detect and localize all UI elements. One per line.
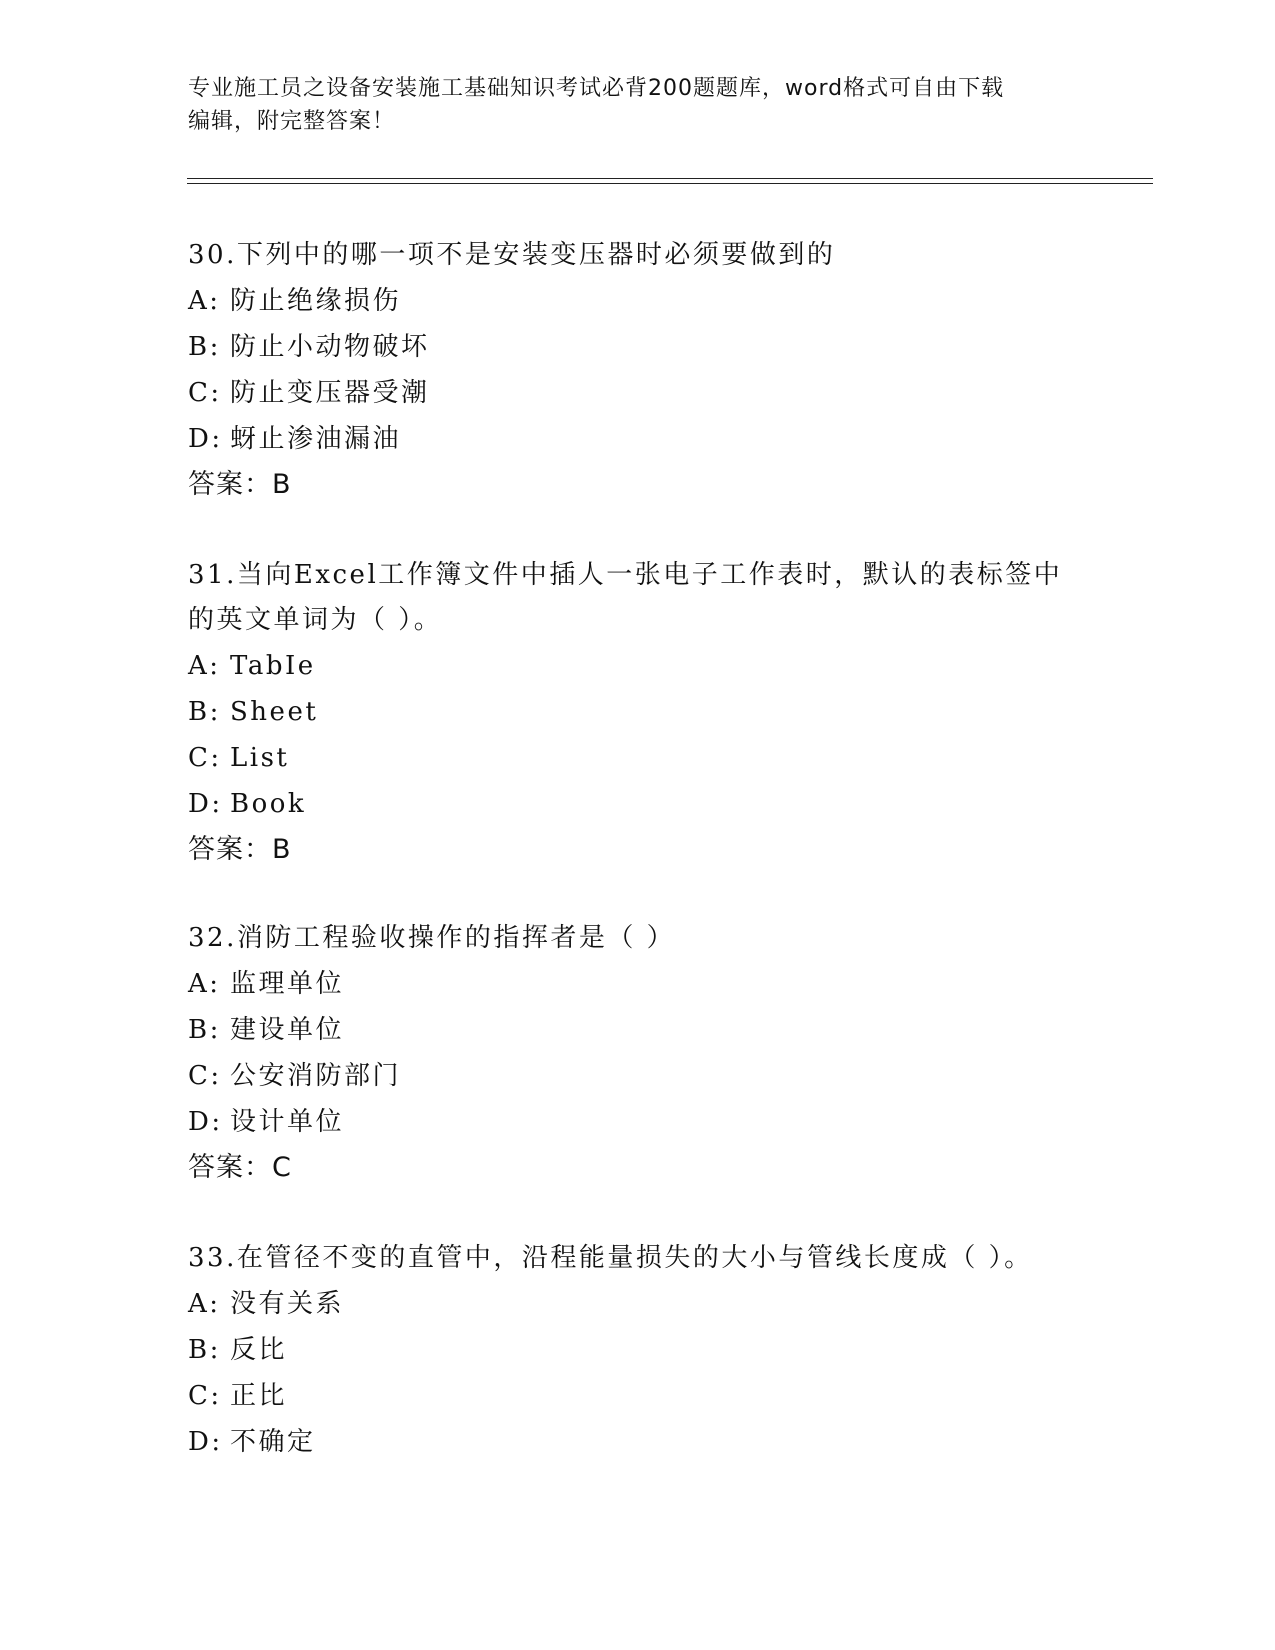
option-text: 防止小动物破坏	[230, 332, 430, 362]
option-d	[188, 416, 1088, 462]
option-text: 监理单位	[230, 969, 345, 999]
question-33	[188, 1236, 1088, 1465]
question-title: 32.消防工程验收操作的指挥者是（ ）	[188, 923, 676, 953]
option-c	[188, 735, 1088, 781]
option-key: A:	[188, 651, 221, 681]
option-a	[188, 1281, 1088, 1327]
answer-line: 答案：B	[188, 834, 292, 865]
option-text: 防止变压器受潮	[230, 378, 430, 408]
option-b	[188, 1007, 1088, 1053]
option-key: B:	[188, 1015, 221, 1045]
option-key: C:	[188, 1381, 222, 1411]
option-key: C:	[188, 743, 222, 773]
option-text: Sheet	[230, 697, 319, 727]
option-text: TabIe	[230, 651, 316, 681]
option-key: C:	[188, 378, 222, 408]
option-key: D:	[188, 789, 223, 819]
option-a	[188, 278, 1088, 324]
question-title: 33.在管径不变的直管中，沿程能量损失的大小与管线长度成（ ）。	[188, 1243, 1033, 1273]
option-d	[188, 781, 1088, 827]
option-d	[188, 1099, 1088, 1145]
question-32	[188, 916, 1088, 1191]
option-a	[188, 961, 1088, 1007]
option-key: B:	[188, 332, 221, 362]
option-text: 反比	[230, 1335, 288, 1365]
option-c	[188, 1373, 1088, 1419]
option-c	[188, 1053, 1088, 1099]
option-key: D:	[188, 1427, 223, 1457]
option-text: Book	[230, 789, 307, 819]
option-text: 正比	[230, 1381, 288, 1411]
question-30	[188, 233, 1088, 508]
question-31	[188, 553, 1088, 873]
option-a	[188, 643, 1088, 689]
option-text: 没有关系	[230, 1289, 345, 1319]
option-key: B:	[188, 1335, 221, 1365]
question-title: 31.当向Excel工作簿文件中插人一张电子工作表时，默认的表标签中	[188, 560, 1063, 590]
header-line-1: 专业施工员之设备安装施工基础知识考试必背200题题库，word格式可自由下载	[188, 76, 1005, 101]
option-text: 公安消防部门	[230, 1061, 402, 1091]
option-key: D:	[188, 1107, 223, 1137]
question-title: 30.下列中的哪一项不是安装变压器时必须要做到的	[188, 240, 836, 270]
option-key: C:	[188, 1061, 222, 1091]
answer-line: 答案：C	[188, 1152, 292, 1183]
option-b	[188, 1327, 1088, 1373]
option-text: 设计单位	[230, 1107, 345, 1137]
option-key: A:	[188, 286, 221, 316]
option-key: B:	[188, 697, 221, 727]
document-header	[188, 72, 1088, 138]
answer-line: 答案：B	[188, 469, 292, 500]
option-b	[188, 324, 1088, 370]
option-b	[188, 689, 1088, 735]
option-d	[188, 1419, 1088, 1465]
question-title-continued: 的英文单词为（ ）。	[188, 605, 443, 635]
header-divider-bottom	[187, 183, 1153, 184]
option-text: 不确定	[230, 1427, 316, 1457]
option-key: A:	[188, 969, 221, 999]
header-divider-top	[187, 178, 1153, 179]
option-c	[188, 370, 1088, 416]
header-line-2: 编辑，附完整答案！	[188, 109, 396, 134]
option-text: 建设单位	[230, 1015, 345, 1045]
option-key: D:	[188, 424, 223, 454]
option-key: A:	[188, 1289, 221, 1319]
option-text: 防止绝缘损伤	[230, 286, 402, 316]
option-text: 蚜止渗油漏油	[230, 424, 402, 454]
option-text: List	[230, 743, 290, 773]
